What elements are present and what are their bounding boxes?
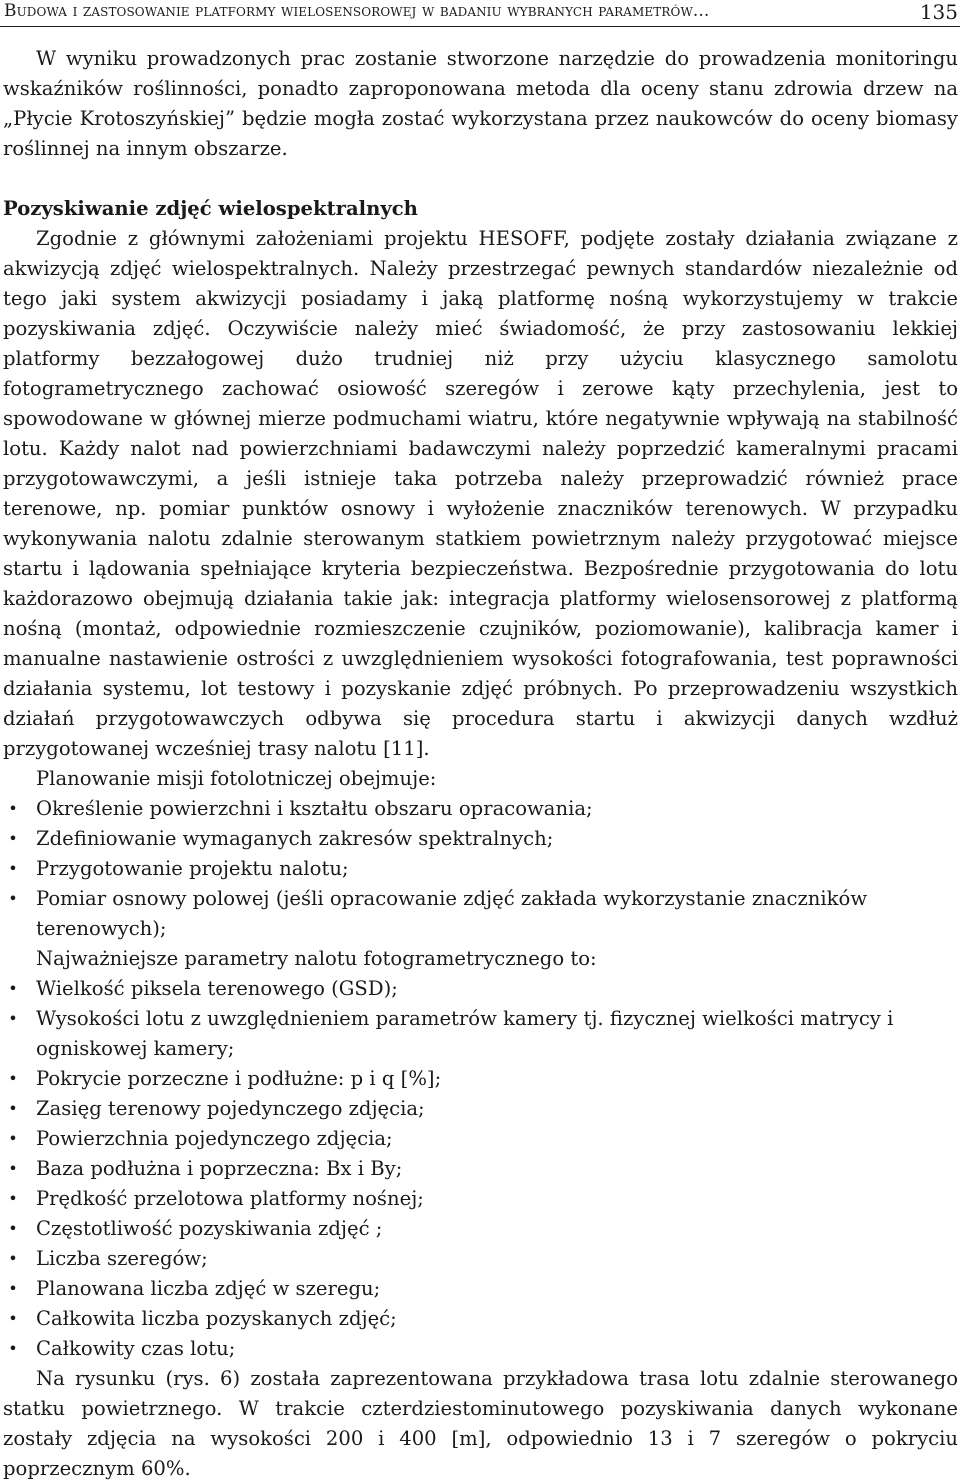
list-item — [3, 1154, 958, 1184]
bullet-icon: • — [8, 1309, 18, 1328]
list-item — [3, 1214, 958, 1244]
list-item — [3, 1274, 958, 1304]
list-item-text: Zasięg terenowy pojedynczego zdjęcia; — [36, 1097, 425, 1120]
list-item-text: Częstotliwość pozyskiwania zdjęć ; — [36, 1217, 383, 1240]
page-number: 135 — [919, 0, 958, 24]
bullet-icon: • — [8, 1279, 18, 1298]
list-item-text: Całkowity czas lotu; — [36, 1337, 236, 1360]
list-item — [3, 794, 958, 824]
list-item-text: Określenie powierzchni i kształtu obszaru opracowania; — [36, 797, 593, 820]
parameters-list — [3, 974, 958, 1364]
body-text — [3, 44, 958, 1484]
list-item-text: Pomiar osnowy polowej (jeśli opracowanie zdjęć zakłada wykorzystanie znaczników terenowych); — [36, 887, 868, 940]
header-title: Budowa i zastosowanie platformy wielosensorowej w badaniu wybranych parametrów... — [4, 1, 710, 21]
list-item — [3, 1004, 958, 1064]
list-item — [3, 1334, 958, 1364]
closing-paragraph: Na rysunku (rys. 6) została zaprezentowana przykładowa trasa lotu zdalnie sterowanego statku powietrznego. W trakcie czterdziestominutowego pozyskiwania danych wykonane zostały zdjęcia na wysokości 200 i 400 [m], odpowiednio 13 i 7 szeregów o pokryciu poprzecznym 60%. — [3, 1367, 958, 1480]
list-item-text: Przygotowanie projektu nalotu; — [36, 857, 349, 880]
planning-list — [3, 794, 958, 944]
list-item-text: Wielkość piksela terenowego (GSD); — [36, 977, 398, 1000]
list-item — [3, 1094, 958, 1124]
list-item-text: Prędkość przelotowa platformy nośnej; — [36, 1187, 424, 1210]
list-item — [3, 1244, 958, 1274]
list-item-text: Wysokości lotu z uwzględnieniem parametrów kamery tj. fizycznej wielkości matrycy i ogniskowej kamery; — [36, 1007, 894, 1060]
list-item — [3, 854, 958, 884]
bullet-icon: • — [8, 889, 18, 908]
list-item — [3, 1064, 958, 1094]
bullet-icon: • — [8, 1099, 18, 1118]
planning-intro: Planowanie misji fotolotniczej obejmuje: — [36, 767, 437, 790]
bullet-icon: • — [8, 979, 18, 998]
list-item — [3, 974, 958, 1004]
list-item — [3, 1184, 958, 1214]
bullet-icon: • — [8, 1219, 18, 1238]
list-item-text: Baza podłużna i poprzeczna: Bx i By; — [36, 1157, 403, 1180]
list-item-text: Liczba szeregów; — [36, 1247, 208, 1270]
section-paragraph: Zgodnie z głównymi założeniami projektu HESOFF, podjęte zostały działania związane z akwizycją zdjęć wielospektralnych. Należy przestrzegać pewnych standardów niezależnie od tego jaki system akwizycji posiadamy i jaką platformę nośną wykorzystujemy w trakcie pozyskiwania zdjęć. Oczywiście należy mieć świadomość, że przy zastosowaniu lekkiej platformy bezzałogowej dużo trudniej niż przy użyciu klasycznego samolotu fotogrametrycznego zachować osiowość szeregów i zerowe kąty przechylenia, jest to spowodowane w głównej mierze podmuchami wiatru, które negatywnie wpływają na stabilność lotu. Każdy nalot nad powierzchniami badawczymi należy poprzedzić kameralnymi pracami przygotowawczymi, a jeśli istnieje taka potrzeba należy przeprowadzić również prace terenowe, np. pomiar punktów osnowy i wyłożenie znaczników terenowych. W przypadku wykonywania nalotu zdalnie sterowanym statkiem powietrznym należy przygotować miejsce startu i lądowania spełniające kryteria bezpieczeństwa. Bezpośrednie przygotowania do lotu każdorazowo obejmują działania takie jak: integracja platformy wielosensorowej z platformą nośną (montaż, odpowiednie rozmieszczenie czujników, poziomowanie), kalibracja kamer i manualne nastawienie ostrości z uwzględnieniem wysokości fotografowania, test poprawności działania systemu, lot testowy i pozyskanie zdjęć próbnych. Po przeprowadzeniu wszystkich działań przygotowawczych odbywa się procedura startu i akwizycji danych wzdłuż przygotowanej wcześniej trasy nalotu [11]. — [3, 227, 958, 760]
list-item-text: Planowana liczba zdjęć w szeregu; — [36, 1277, 381, 1300]
list-item — [3, 884, 958, 944]
bullet-icon: • — [8, 859, 18, 878]
list-item — [3, 1124, 958, 1154]
list-item — [3, 824, 958, 854]
bullet-icon: • — [8, 1249, 18, 1268]
section-heading: Pozyskiwanie zdjęć wielospektralnych — [3, 197, 418, 220]
bullet-icon: • — [8, 1129, 18, 1148]
bullet-icon: • — [8, 1069, 18, 1088]
bullet-icon: • — [8, 799, 18, 818]
list-item-text: Zdefiniowanie wymaganych zakresów spektralnych; — [36, 827, 554, 850]
running-header — [0, 0, 960, 27]
bullet-icon: • — [8, 1159, 18, 1178]
bullet-icon: • — [8, 1189, 18, 1208]
list-item-text: Całkowita liczba pozyskanych zdjęć; — [36, 1307, 397, 1330]
bullet-icon: • — [8, 829, 18, 848]
intro-paragraph: W wyniku prowadzonych prac zostanie stworzone narzędzie do prowadzenia monitoringu wskaźników roślinności, ponadto zaproponowana metoda dla oceny stanu zdrowia drzew na „Płycie Krotoszyńskiej” będzie mogła zostać wykorzystana przez naukowców do oceny biomasy roślinnej na innym obszarze. — [3, 47, 958, 160]
bullet-icon: • — [8, 1009, 18, 1028]
list-item — [3, 1304, 958, 1334]
list-item-text: Pokrycie porzeczne i podłużne: p i q [%]; — [36, 1067, 442, 1090]
bullet-icon: • — [8, 1339, 18, 1358]
parameters-intro: Najważniejsze parametry nalotu fotogrametrycznego to: — [36, 947, 597, 970]
list-item-text: Powierzchnia pojedynczego zdjęcia; — [36, 1127, 393, 1150]
